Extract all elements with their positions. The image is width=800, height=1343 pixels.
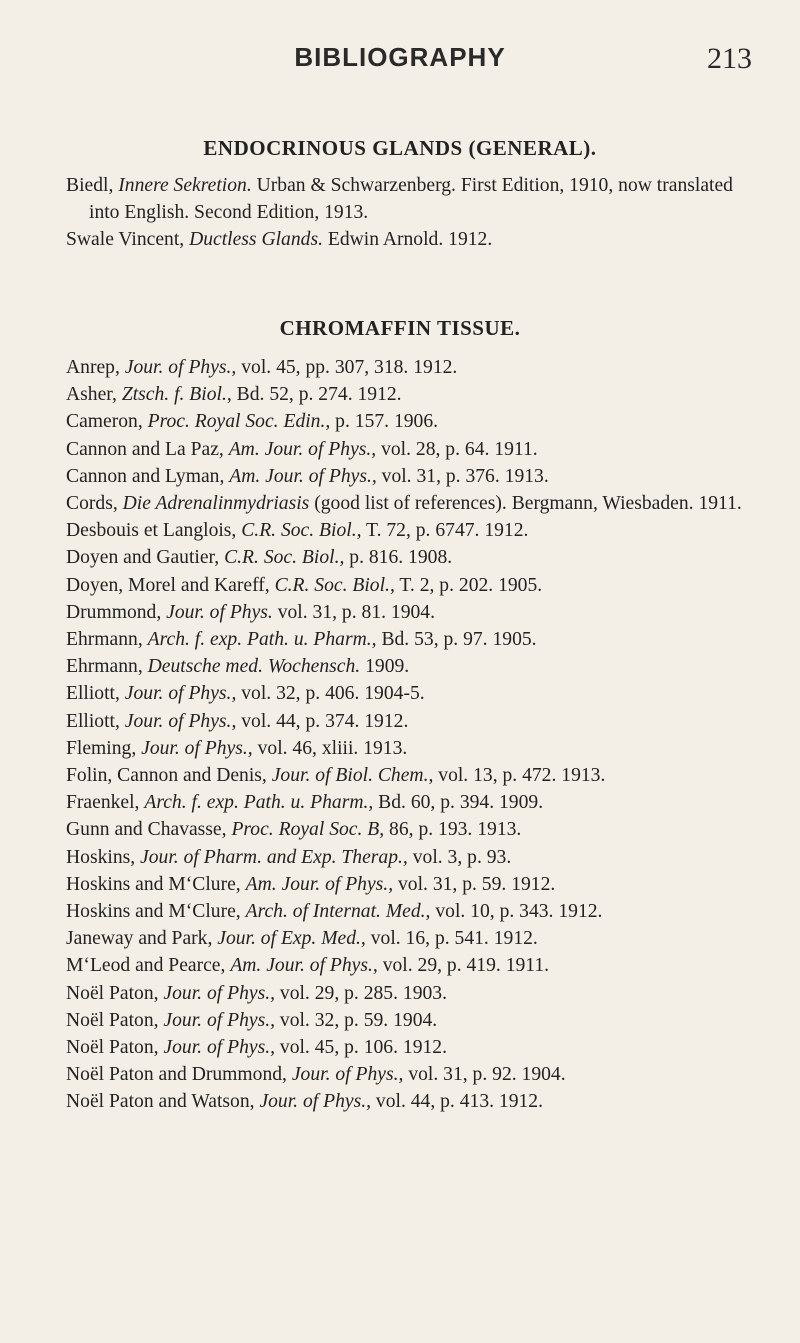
bibliography-entry [66,898,760,925]
entry-details: vol. 28, p. 64. 1911. [376,438,538,460]
section-heading-chromaffin-tissue: CHROMAFFIN TISSUE. [279,316,521,340]
bibliography-entry [66,816,760,843]
page-number: 213 [707,42,752,75]
entry-journal: Jour. of Phys., [163,982,275,1004]
entry-details: vol. 32, p. 59. 1904. [275,1009,438,1031]
bibliography-entry [66,680,760,707]
entry-journal: Jour. of Phys., [163,1037,275,1059]
bibliography-entry [66,762,760,789]
entry-author: Biedl, [66,175,119,196]
bibliography-entry [66,226,760,253]
bibliography-entry [66,626,760,653]
entry-journal: Jour. of Phys., [141,737,253,759]
entry-details: vol. 10, p. 343. 1912. [430,901,603,923]
bibliography-entry [66,980,760,1007]
bibliography-entry [66,172,760,226]
entry-author: Asher, [66,384,122,406]
entry-author: Elliott, [66,710,125,732]
bibliography-entry [66,463,760,490]
entry-details: p. 157. 1906. [330,411,439,433]
entry-journal: Jour. of Phys., [124,683,237,705]
entry-details: vol. 16, p. 541. 1912. [365,928,538,950]
entry-journal: Jour. of Exp. Med., [217,928,366,950]
entry-details: vol. 31, p. 376. 1913. [376,465,549,487]
running-title: BIBLIOGRAPHY [294,42,506,72]
bibliography-entry [66,1007,760,1034]
entry-author: Fraenkel, [66,792,145,814]
bibliography-entry [66,1034,760,1061]
entry-author: Cords, [66,493,123,515]
entry-details: vol. 31, p. 81. 1904. [272,601,436,623]
entry-details: 1909. [360,656,410,678]
entry-author: Cannon and La Paz, [66,438,229,460]
entry-author: M‘Leod and Pearce, [66,955,231,977]
entry-journal: Jour. of Phys. [166,601,273,623]
entry-author: Doyen, Morel and Kareff, [66,574,275,596]
bibliography-entry [66,1088,760,1115]
entry-journal: Jour. of Phys., [291,1064,404,1086]
entry-journal: Arch. of Internat. Med., [245,901,431,923]
entry-details: vol. 44, p. 374. 1912. [236,710,409,732]
entry-journal: Ztsch. f. Biol., [121,384,232,406]
bibliography-entry [66,708,760,735]
entry-author: Drummond, [66,601,167,623]
entry-author: Gunn and Chavasse, [66,819,232,841]
entry-details: p. 816. 1908. [344,547,453,569]
entry-author: Ehrmann, [66,629,148,651]
section-heading-endocrinous-glands: ENDOCRINOUS GLANDS (GENERAL). [203,136,597,160]
entry-details: vol. 45, p. 106. 1912. [275,1037,447,1059]
entry-details: Urban & Schwarzenberg. First Edition, 1910, now translated into English. Second Edition, 1913. [89,175,733,224]
entry-details: vol. 44, p. 413. 1912. [371,1091,544,1113]
bibliography-entry [66,735,760,762]
entry-journal: Jour. of Phys., [124,710,237,732]
bibliography-entry [66,653,760,680]
entry-author: Folin, Cannon and Denis, [66,765,272,787]
entry-journal: Am. Jour. of Phys., [229,465,377,487]
entry-author: Doyen and Gautier, [66,547,225,569]
entry-journal: Jour. of Pharm. and Exp. Therap., [140,846,408,868]
entry-journal: C.R. Soc. Biol., [224,547,345,569]
entry-journal: Arch. f. exp. Path. u. Pharm., [147,629,377,651]
bibliography-entry [66,844,760,871]
entry-journal: Proc. Royal Soc. B, [231,819,385,841]
entry-details: 86, p. 193. 1913. [384,819,522,841]
entry-journal: Innere Sekretion. [118,175,252,196]
entry-details: vol. 29, p. 285. 1903. [275,982,447,1004]
bibliography-entry [66,408,760,435]
entry-author: Ehrmann, [66,656,148,678]
bibliography-entry [66,871,760,898]
bibliography-entry [66,354,760,381]
entry-journal: Jour. of Phys., [163,1009,275,1031]
bibliography-entry [66,544,760,571]
entry-author: Fleming, [66,737,142,759]
bibliography-entry [66,789,760,816]
entry-details: T. 2, p. 202. 1905. [394,574,543,596]
entry-details: Bd. 52, p. 274. 1912. [231,384,402,406]
entry-journal: Deutsche med. Wochensch. [147,656,361,678]
entry-details: vol. 45, pp. 307, 318. 1912. [236,357,458,378]
entry-details: vol. 13, p. 472. 1913. [433,765,606,787]
entry-details: vol. 31, p. 59. 1912. [393,873,556,895]
bibliography-entry [66,381,760,408]
bibliography-entry [66,1061,760,1088]
entry-details: Bd. 60, p. 394. 1909. [373,792,544,814]
entry-author: Hoskins, [66,846,141,868]
entry-journal: Ductless Glands. [189,229,323,251]
entry-author: Noël Paton and Watson, [66,1091,260,1113]
entry-journal: C.R. Soc. Biol., [241,520,362,542]
entry-details: vol. 29, p. 419. 1911. [377,955,550,977]
entry-author: Anrep, [66,357,125,378]
entry-details: Bd. 53, p. 97. 1905. [376,629,537,651]
entry-author: Noël Paton, [66,1009,164,1031]
bibliography-entry [66,490,760,517]
entry-journal: Die Adrenalinmydriasis [122,493,310,515]
entry-journal: Jour. of Biol. Chem., [271,765,434,787]
entry-journal: Proc. Royal Soc. Edin., [147,411,331,433]
running-head [0,42,800,82]
bibliography-entry [66,517,760,544]
bibliography-list-endocrinous [66,172,760,254]
bibliography-entry [66,952,760,979]
entry-author: Swale Vincent, [66,229,190,251]
bibliography-list-chromaffin [66,354,760,1116]
entry-details: vol. 31, p. 92. 1904. [403,1064,566,1086]
entry-details: (good list of references). Bergmann, Wiesbaden. 1911. [309,493,742,515]
entry-details: Edwin Arnold. 1912. [322,229,493,251]
entry-author: Cameron, [66,411,148,433]
entry-details: vol. 46, xliii. 1913. [252,737,408,759]
entry-journal: Am. Jour. of Phys., [230,955,378,977]
entry-author: Noël Paton and Drummond, [66,1064,292,1086]
entry-author: Janeway and Park, [66,928,218,950]
entry-journal: C.R. Soc. Biol., [274,574,395,596]
bibliography-entry [66,599,760,626]
entry-journal: Am. Jour. of Phys., [228,438,377,460]
entry-author: Noël Paton, [66,1037,164,1059]
entry-journal: Am. Jour. of Phys., [245,873,394,895]
entry-journal: Jour. of Phys., [259,1091,372,1113]
bibliography-entry [66,572,760,599]
entry-journal: Jour. of Phys., [124,357,237,378]
entry-journal: Arch. f. exp. Path. u. Pharm., [144,792,374,814]
bibliography-entry [66,925,760,952]
bibliography-entry [66,436,760,463]
entry-author: Hoskins and M‘Clure, [66,901,246,923]
entry-author: Noël Paton, [66,982,164,1004]
entry-details: vol. 3, p. 93. [407,846,512,868]
entry-author: Cannon and Lyman, [66,465,230,487]
entry-author: Hoskins and M‘Clure, [66,873,246,895]
entry-author: Elliott, [66,683,125,705]
entry-author: Desbouis et Langlois, [66,520,242,542]
entry-details: T. 72, p. 6747. 1912. [361,520,529,542]
entry-details: vol. 32, p. 406. 1904-5. [236,683,425,705]
